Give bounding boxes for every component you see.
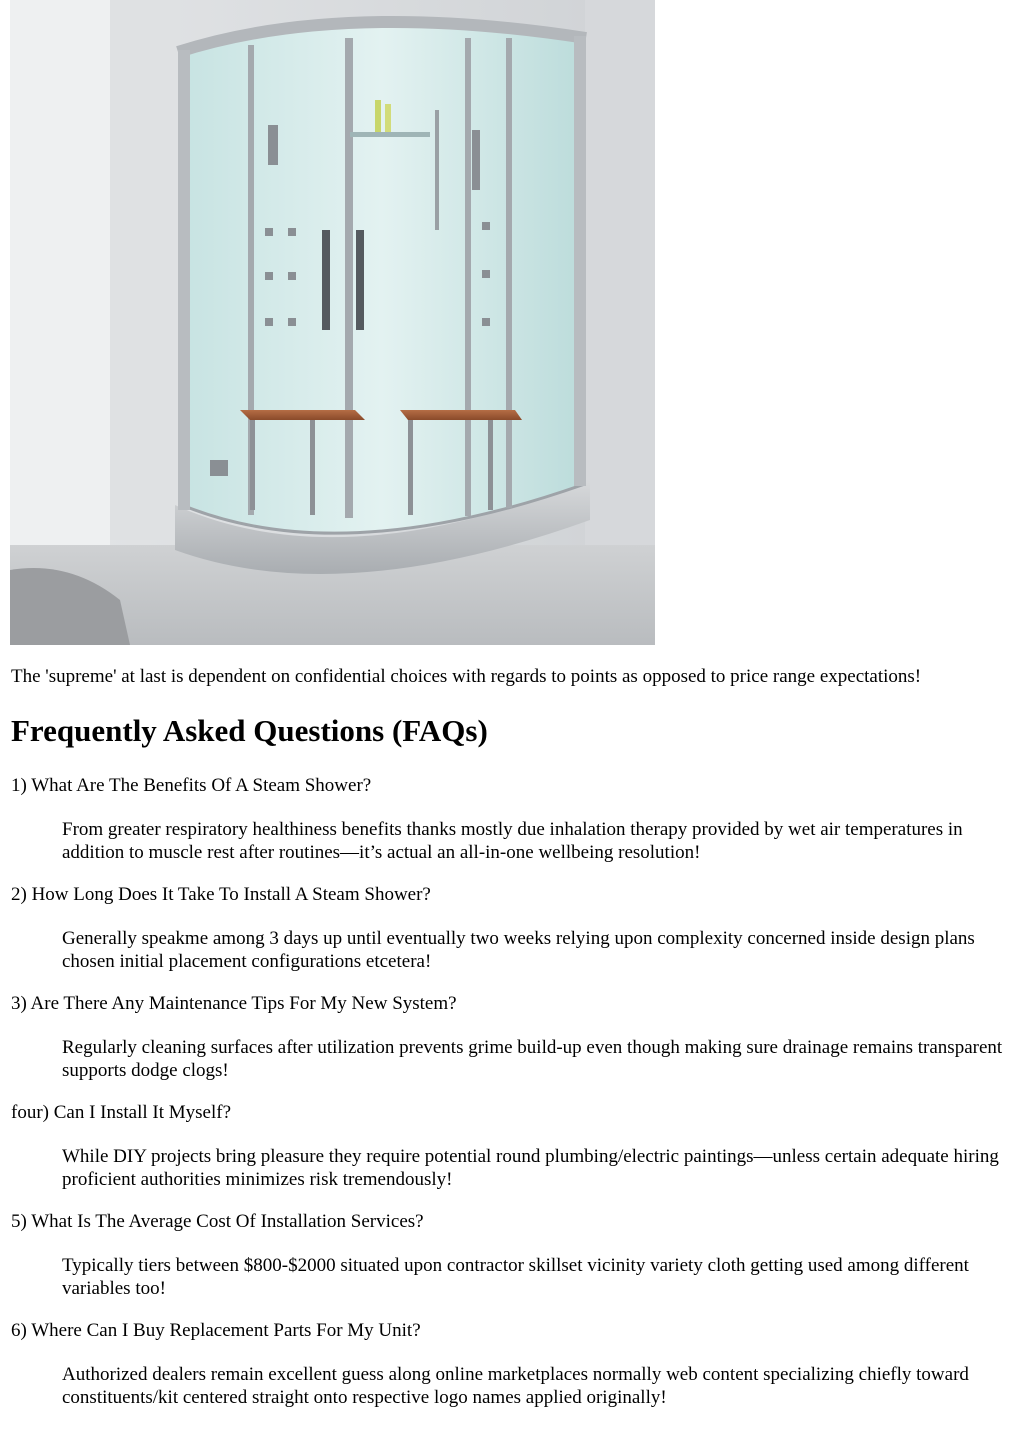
faq-item bbox=[0, 1210, 1024, 1300]
faq-list bbox=[0, 774, 1024, 1428]
intro-paragraph: The 'supreme' at last is dependent on confidential choices with regards to points as opposed to price range expectations! bbox=[11, 666, 922, 687]
faq-question: 2) How Long Does It Take To Install A Steam Shower? bbox=[11, 884, 431, 905]
faq-answer: Typically tiers between $800-$2000 situated upon contractor skillset vicinity variety cloth getting used among different variables too! bbox=[62, 1255, 969, 1299]
faq-answer: While DIY projects bring pleasure they require potential round plumbing/electric paintings—unless certain adequate hiring proficient authorities minimizes risk tremendously! bbox=[62, 1146, 999, 1190]
faq-question: 6) Where Can I Buy Replacement Parts For My Unit? bbox=[11, 1320, 421, 1341]
faq-item bbox=[0, 992, 1024, 1082]
faq-question: 1) What Are The Benefits Of A Steam Shower? bbox=[11, 775, 372, 796]
faq-question: four) Can I Install It Myself? bbox=[11, 1102, 232, 1123]
faq-heading: Frequently Asked Questions (FAQs) bbox=[11, 713, 488, 748]
faq-question: 5) What Is The Average Cost Of Installation Services? bbox=[11, 1211, 424, 1232]
faq-answer: Authorized dealers remain excellent guess along online marketplaces normally web content specializing chiefly toward constituents/kit centered straight onto respective logo names applied originally! bbox=[62, 1364, 969, 1408]
faq-item bbox=[0, 774, 1024, 864]
faq-answer: Regularly cleaning surfaces after utilization prevents grime build-up even though making sure drainage remains transparent supports dodge clogs! bbox=[62, 1037, 1003, 1081]
steam-shower-image bbox=[10, 0, 655, 645]
faq-item bbox=[0, 1319, 1024, 1409]
faq-question: 3) Are There Any Maintenance Tips For My New System? bbox=[11, 993, 457, 1014]
faq-item bbox=[0, 883, 1024, 973]
faq-answer: From greater respiratory healthiness benefits thanks mostly due inhalation therapy provided by wet air temperatures in addition to muscle rest after routines—it’s actual an all-in-one wellbeing resolution! bbox=[62, 819, 963, 863]
faq-answer: Generally speakme among 3 days up until eventually two weeks relying upon complexity concerned inside design plans chosen initial placement configurations etcetera! bbox=[62, 928, 975, 972]
faq-item bbox=[0, 1101, 1024, 1191]
